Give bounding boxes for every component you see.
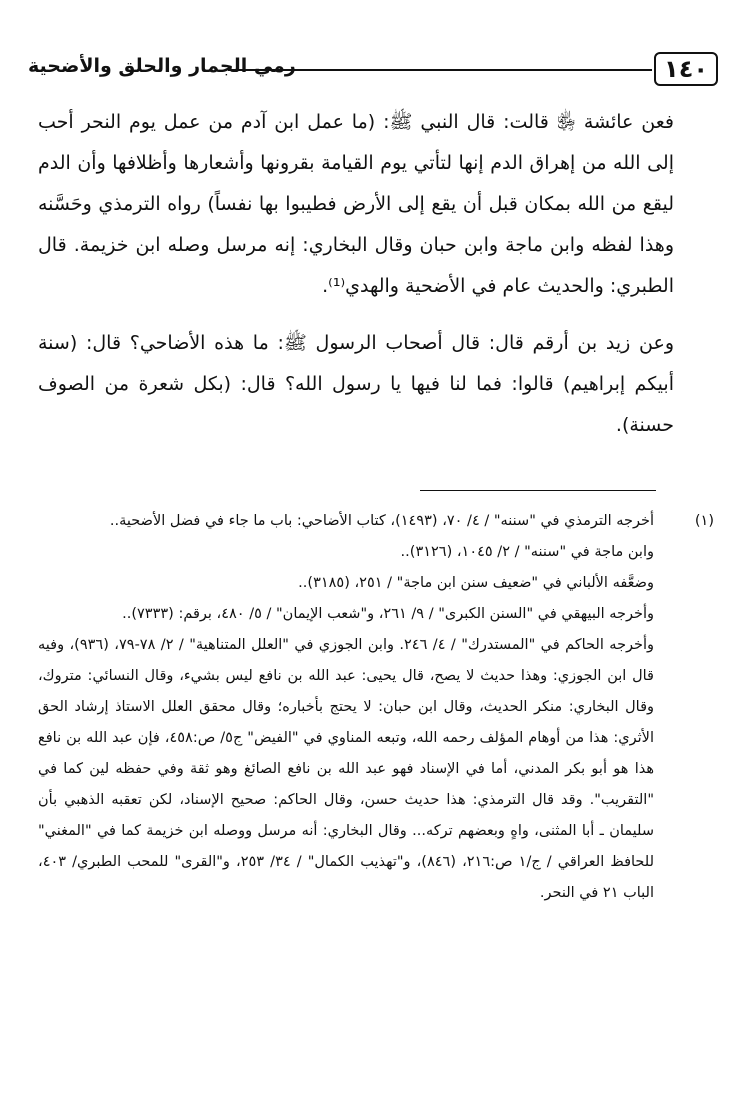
footnote-marker: (١) — [694, 513, 714, 529]
running-title: رمي الجمار والحلق والأضحية — [28, 55, 296, 77]
page-number: ١٤٠ — [654, 52, 718, 86]
main-text — [38, 102, 714, 446]
paragraph-zayd-hadith: وعن زيد بن أرقم قال: قال أصحاب الرسول ﷺ: ما هذه الأضاحي؟ قال: (سنة أبيكم إبراهيم) قالوا: فما لنا فيها يا رسول الله؟ قال: (بكل شعرة من الصوف حسنة). — [38, 332, 674, 436]
footnotes — [38, 506, 714, 909]
footnote-line: وابن ماجة في "سننه" / ٢/ ١٠٤٥، (٣١٢٦).. — [400, 544, 654, 560]
footnote-1 — [38, 506, 714, 909]
footnote-line: وضعَّفه الألباني في "ضعيف سنن ابن ماجة" / ٢٥١، (٣١٨٥).. — [298, 575, 654, 591]
footnote-line: وأخرجه الحاكم في "المستدرك" / ٤/ ٢٤٦. وابن الجوزي في "العلل المتناهية" / ٢/ ٧٨-٧٩، (٩٣٦)، وفيه قال ابن الجوزي: وهذا حديث لا يصح، قال يحيى: عبد الله بن نافع ليس بشيء، وقال النسائي: متروك، وقال البخاري: منكر الحديث، وقال ابن حبان: لا يحتج بأخباره؛ وقال محقق العلل الاستاذ إرشاد الحق الأثري: هذا من أوهام المؤلف رحمه الله، وتبعه المناوي في "الفيض" ج٥/ ص:٤٥٨، فإن عبد الله بن نافع هذا هو أبو بكر المدني، أما في الإسناد فهو عبد الله بن نافع الصائغ وهو ثقة وفي حفظه لين كما في "التقريب". وقد قال الترمذي: هذا حديث حسن، وقال الحاكم: صحيح الإسناد، لكن تعقبه الذهبي بأن سليمان ـ أبا المثنى، واهٍ وبعضهم تركه... وقال البخاري: أنه مرسل ووصله ابن خزيمة كما في "المغني" للحافظ العراقي / ج/١ ص:٢١٦، (٨٤٦)، و"تهذيب الكمال" / ٣٤/ ٢٥٣، و"القرى" للمحب الطبري/ ٤٠٣، الباب ٢١ في النحر. — [38, 637, 655, 901]
page-header — [28, 52, 718, 92]
paragraph-aisha-hadith: فعن عائشة ﵂ قالت: قال النبي ﷺ: (ما عمل ابن آدم من عمل يوم النحر أحب إلى الله من إهراق الدم إنها لتأتي يوم القيامة بقرونها وأشعارها وأظلافها وأن الدم ليقع من الله بمكان قبل أن يقع إلى الأرض فطيبوا بها نفساً) رواه الترمذي وحَسَّنه وهذا لفظه وابن ماجة وابن حبان وقال البخاري: إنه مرسل وصله ابن خزيمة. قال الطبري: والحديث عام في الأضحية والهدي⁽¹⁾. — [38, 111, 674, 297]
footnote-separator — [420, 490, 656, 491]
footnote-line: أخرجه الترمذي في "سننه" / ٤/ ٧٠، (١٤٩٣)، كتاب الأضاحي: باب ما جاء في فضل الأضحية.. — [109, 513, 654, 529]
footnote-line: وأخرجه البيهقي في "السنن الكبرى" / ٩/ ٢٦١، و"شعب الإيمان" / ٥/ ٤٨٠، برقم: (٧٣٣٣).. — [122, 606, 654, 622]
